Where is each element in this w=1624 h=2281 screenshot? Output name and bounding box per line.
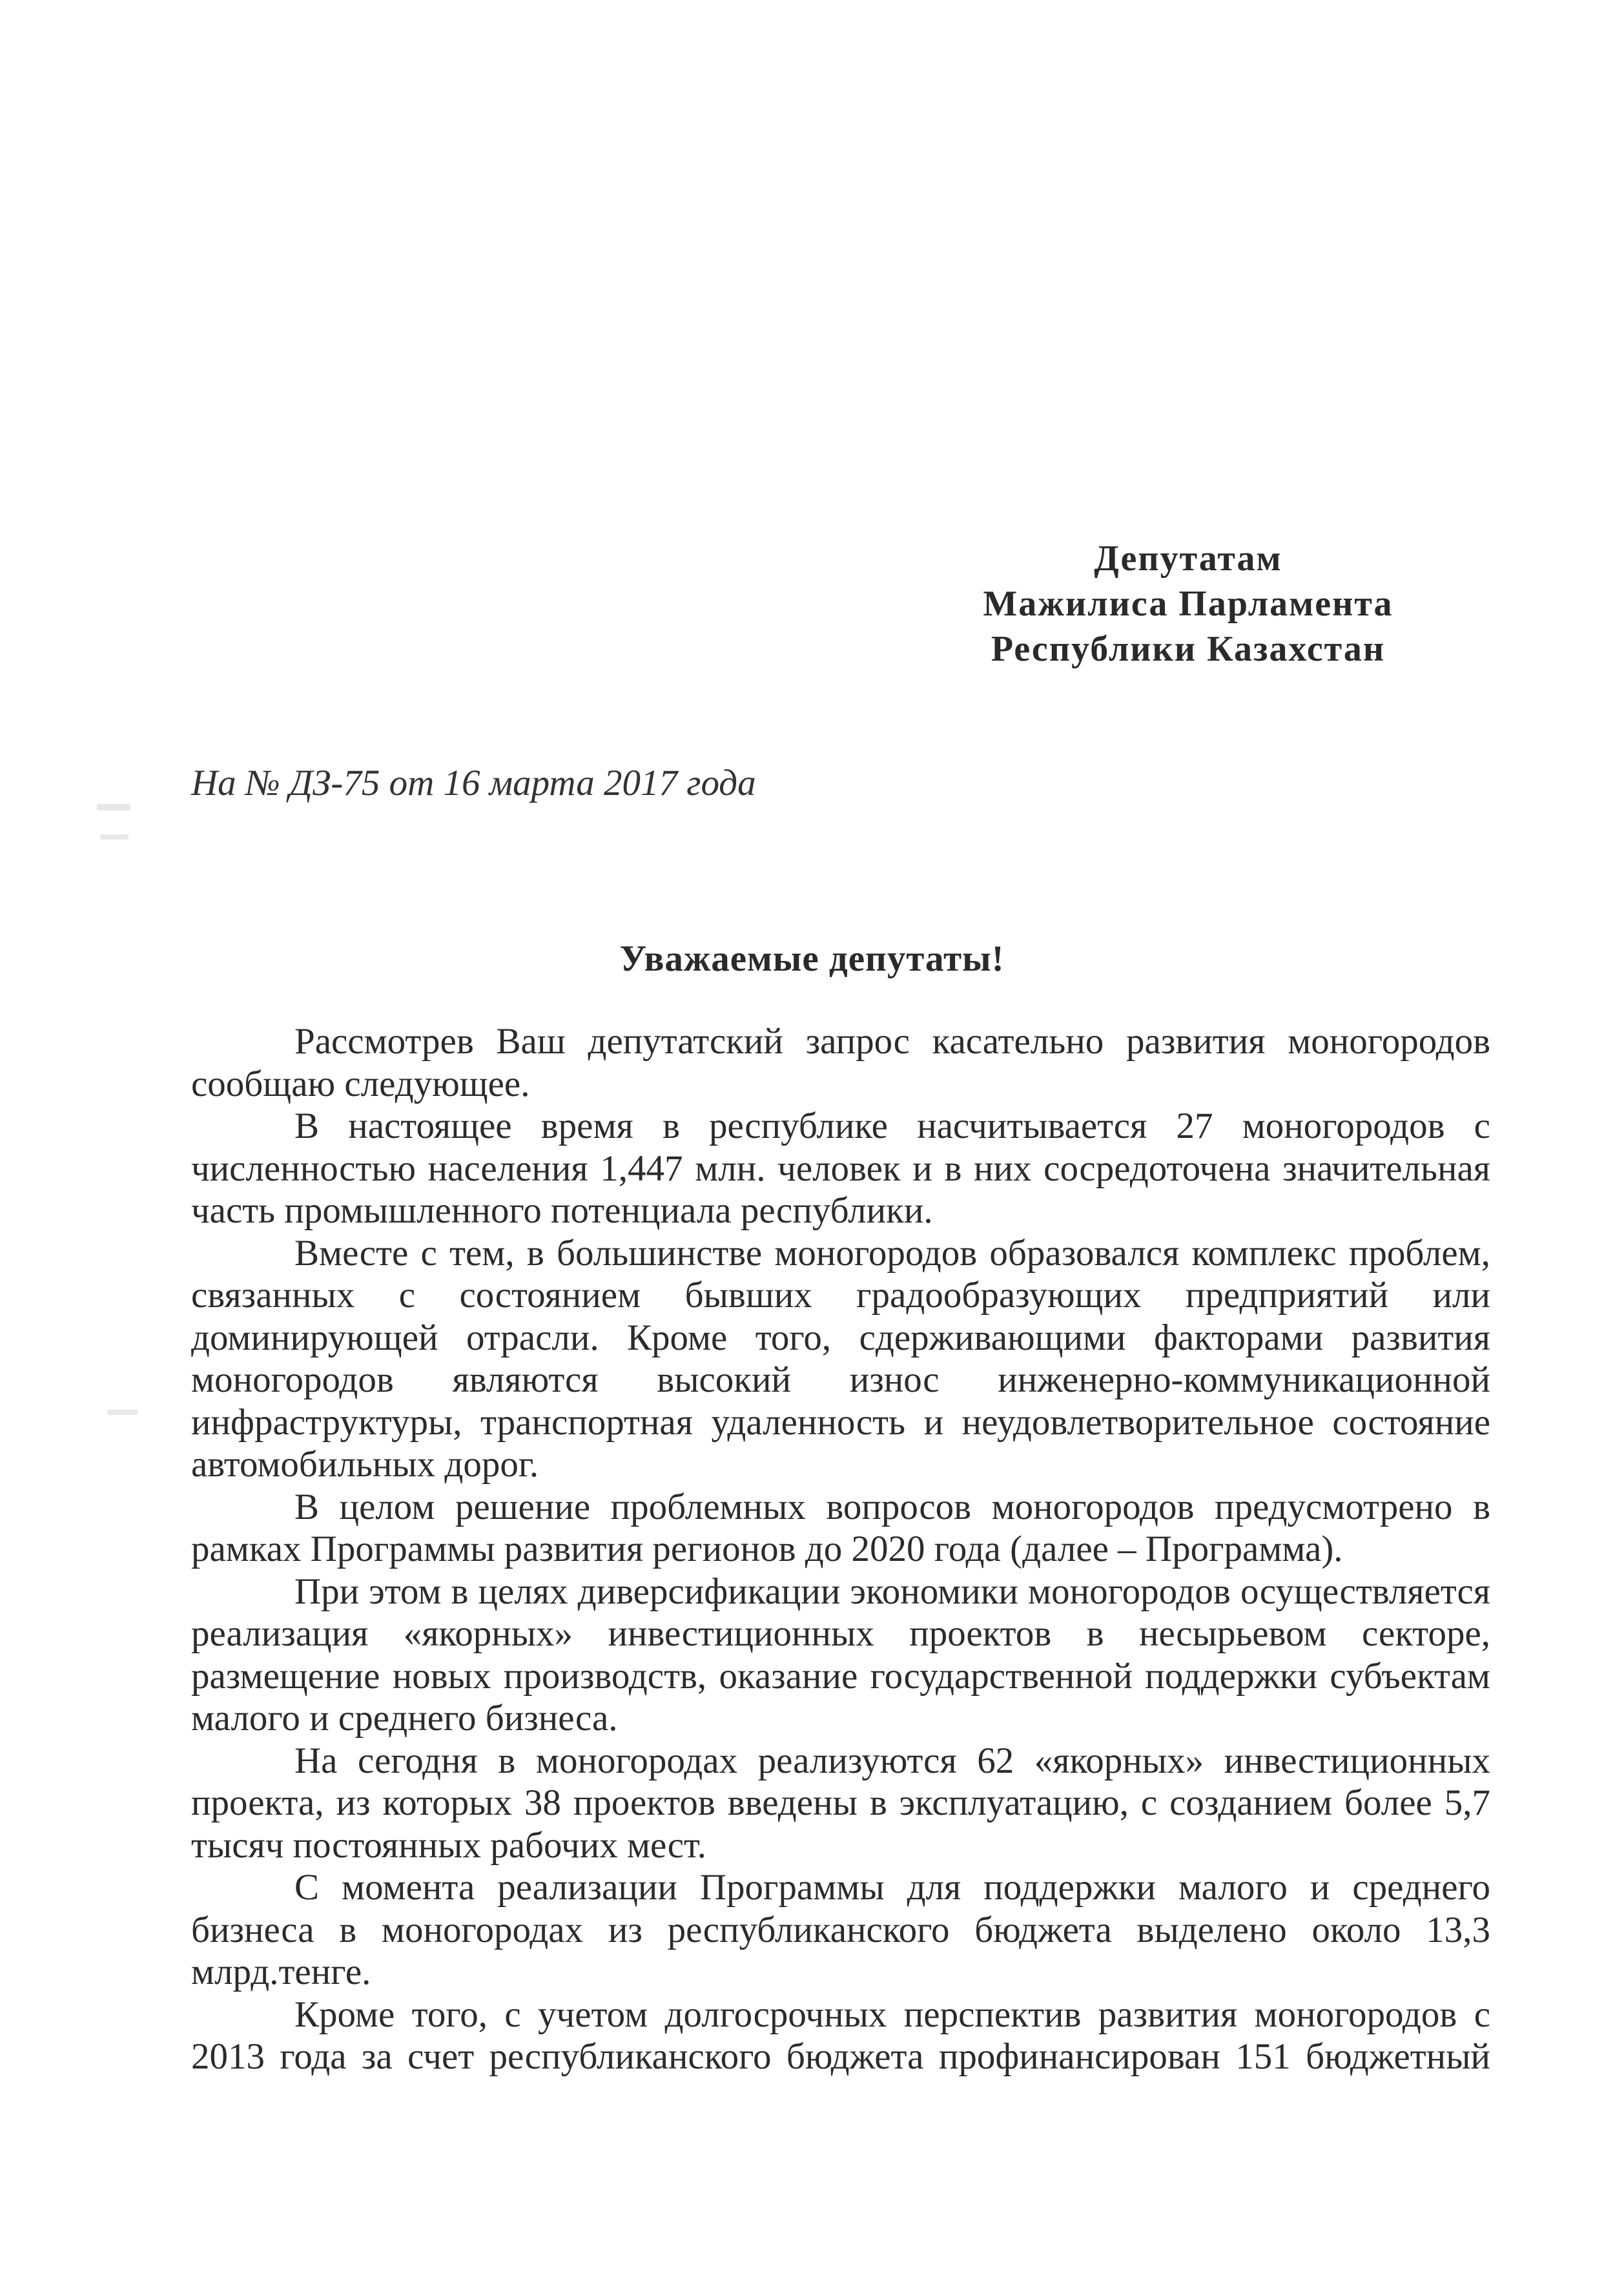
body-paragraph: С момента реализации Программы для поддержки малого и среднего бизнеса в моногородах из республиканского бюджета выделено около 13,3 млрд.тенге. (191, 1867, 1490, 1992)
scan-artifact (107, 1410, 138, 1415)
letter-body (191, 1020, 1490, 2078)
body-paragraph: Кроме того, с учетом долгосрочных перспектив развития моногородов с 2013 года за счет республиканского бюджета профинансирован 151 бюджетный (191, 1994, 1490, 2077)
body-paragraph: На сегодня в моногородах реализуются 62 «якорных» инвестиционных проекта, из которых 38 проектов введены в эксплуатацию, с созданием более 5,7 тысяч постоянных рабочих мест. (191, 1740, 1490, 1866)
body-paragraph: При этом в целях диверсификации экономики моногородов осуществляется реализация «якорных» инвестиционных проектов в несырьевом секторе, размещение новых производств, оказание государственной поддержки субъектам малого и среднего бизнеса. (191, 1571, 1490, 1739)
addressee-line: Республики Казахстан (991, 629, 1386, 669)
body-paragraph: В настоящее время в республике насчитывается 27 моногородов с численностью населения 1,447 млн. человек и в них сосредоточена значительная часть промышленного потенциала республики. (191, 1106, 1490, 1231)
scan-artifact (100, 834, 128, 840)
reference-number: На № ДЗ-75 от 16 марта 2017 года (191, 763, 756, 803)
salutation: Уважаемые депутаты! (619, 938, 1005, 979)
body-paragraph: В целом решение проблемных вопросов моногородов предусмотрено в рамках Программы развития регионов до 2020 года (далее – Программа). (191, 1486, 1490, 1569)
body-paragraph: Вместе с тем, в большинстве моногородов образовался комплекс проблем, связанных с состоянием бывших градообразующих предприятий или доминирующей отрасли. Кроме того, сдерживающими факторами развития моногородов являются высокий износ инженерно-коммуникационной инфраструктуры, транспортная удаленность и неудовлетворительное состояние автомобильных дорог. (191, 1232, 1490, 1485)
body-paragraph: Рассмотрев Ваш депутатский запрос касательно развития моногородов сообщаю следующее. (191, 1021, 1490, 1104)
addressee-line: Депутатам (1094, 539, 1282, 579)
addressee-block (943, 536, 1434, 672)
scan-artifact (97, 804, 130, 810)
addressee-line: Мажилиса Парламента (983, 584, 1393, 624)
